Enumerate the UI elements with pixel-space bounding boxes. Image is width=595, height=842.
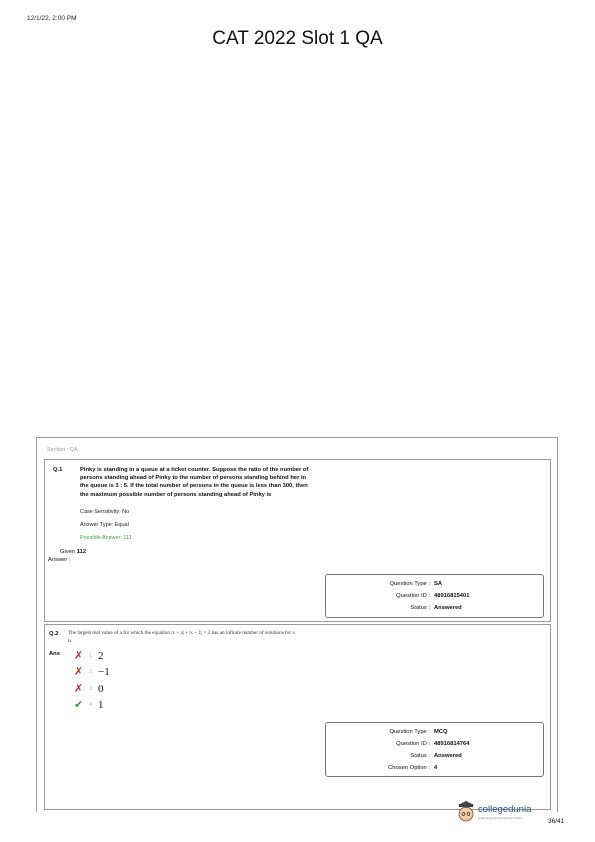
option-value: 0 bbox=[98, 683, 104, 695]
option-value: −1 bbox=[98, 666, 110, 678]
given-answer bbox=[60, 549, 86, 555]
question-2-text-line1: The largest real value of a for which the equation |x + a| + |x − 1| = 2 has an infinite number of solutions for x bbox=[68, 630, 295, 636]
wrong-cross-icon: ✗ bbox=[74, 683, 84, 695]
option-number: 4. bbox=[89, 702, 94, 708]
question-1-line: the maximum possible number of persons standing ahead of Pinky is bbox=[80, 491, 272, 498]
wrong-cross-icon: ✗ bbox=[74, 666, 84, 678]
info-label: Chosen Option : bbox=[388, 765, 430, 771]
option-number: 3. bbox=[89, 686, 94, 692]
given-label: Given bbox=[60, 549, 76, 555]
info-value: 4 bbox=[434, 765, 438, 771]
question-1-info-box bbox=[325, 574, 544, 618]
info-label: Status : bbox=[410, 753, 430, 759]
question-2-info-box bbox=[325, 722, 544, 777]
info-value: SA bbox=[434, 581, 443, 587]
print-datetime: 12/1/22, 2:00 PM bbox=[27, 15, 77, 22]
question-1-line: Pinky is standing in a queue at a ticket counter. Suppose the ratio of the number of bbox=[80, 467, 309, 473]
possible-answer: Possible Answer: 111 bbox=[80, 535, 132, 541]
correct-check-icon: ✔ bbox=[74, 699, 84, 711]
question-2-box bbox=[44, 624, 551, 810]
option-value: 2 bbox=[98, 650, 104, 662]
option-number: 2. bbox=[89, 669, 94, 675]
question-2-number: Q.2 bbox=[49, 631, 59, 637]
answer-type: Answer Type: Equal bbox=[80, 522, 129, 528]
logo-face-icon bbox=[459, 807, 473, 821]
question-1-text bbox=[80, 466, 308, 499]
info-value: 48916814764 bbox=[434, 741, 470, 747]
info-value: Answered bbox=[434, 753, 462, 759]
info-label: Question ID : bbox=[396, 741, 430, 747]
ans-label: Ans bbox=[49, 651, 60, 657]
given-value: 112 bbox=[76, 549, 87, 555]
answer-label: Answer : bbox=[48, 557, 71, 563]
question-1-line: the queue is 3 : 5. If the total number of persons in the queue is less than 300, then bbox=[80, 483, 308, 490]
info-value: 48916815401 bbox=[434, 593, 470, 599]
info-label: Question ID : bbox=[396, 593, 430, 599]
option-value: 1 bbox=[98, 699, 104, 711]
question-2-text-line2: is bbox=[68, 638, 72, 644]
case-sensitivity: Case Sensitivity: No bbox=[80, 509, 130, 515]
info-label: Question Type : bbox=[389, 581, 430, 587]
info-label: Status : bbox=[410, 605, 430, 611]
info-label: Question Type : bbox=[389, 729, 430, 735]
logo-tagline: India's largest Student Review Platform bbox=[478, 817, 524, 820]
logo-text: collegedunia bbox=[478, 804, 532, 815]
page-title: CAT 2022 Slot 1 QA bbox=[212, 28, 383, 49]
option-number: 1. bbox=[89, 653, 94, 659]
question-1-number: Q.1 bbox=[53, 467, 63, 473]
info-value: Answered bbox=[434, 605, 462, 611]
page-number: 36/41 bbox=[548, 818, 565, 825]
section-label: Section : QA bbox=[47, 447, 78, 453]
info-value: MCQ bbox=[434, 729, 448, 735]
question-1-line: persons standing ahead of Pinky to the number of persons standing behind her in bbox=[80, 475, 307, 482]
wrong-cross-icon: ✗ bbox=[74, 650, 84, 662]
